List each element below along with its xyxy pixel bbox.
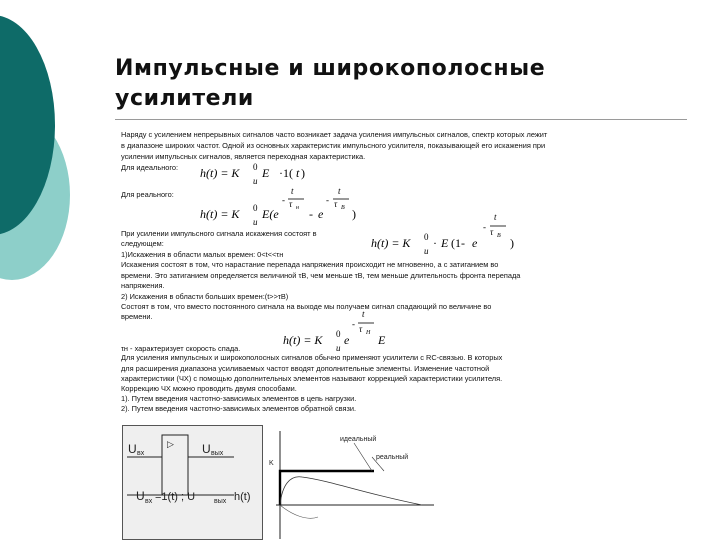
amplifier-symbol: ▷ [167,440,174,450]
u-in-subscript: вх [137,450,145,457]
ideal-label-leader [354,443,372,471]
title-underline [115,119,687,120]
eq-end: h(t) [234,491,251,503]
decorative-side-shapes [0,0,90,540]
distortion-1-line-1: Искажения состоят в том, что нарастание перепада напряжения происходит не мгновенно, а с затиганием во [121,260,499,269]
correction-line-2: для расширения диапазона усиливаемых частот вводят дополнительные элементы. Изменение частотной [121,364,490,373]
overshoot-curve [280,505,318,518]
circuit-panel [122,425,263,540]
correction-line-1: Для усиления импульсных и широкополосных сигналов обычно применяют усилители с RC-связью. В которых [121,353,503,362]
distortion-intro-2: следующем: [121,239,164,248]
eq-u-in-sub: вх [145,498,153,505]
amplifier-diagram [122,425,434,540]
slide-title: Импульсные и широкополосные усилители [115,56,546,111]
graph-k-label: K [269,460,274,467]
eq-u-out-sub: вых [214,498,227,505]
correction-line-6: 2). Путем введения частотно-зависимых элементов обратной связи. [121,404,357,413]
u-out-label: U [202,442,211,456]
eq-u-in: U [136,489,145,503]
distortion-2-heading: 2) Искажения в области больших времен:(t>>τВ) [121,292,289,301]
intro-line-1: Наряду с усилением непрерывных сигналов часто возникает задача усиления импульсных сигналов, спектр которых лежит [121,130,548,139]
ideal-label: идеальный [340,436,377,443]
correction-line-4: Коррекцию ЧХ можно проводить двумя способами. [121,384,297,393]
real-label: Для реального: [121,190,174,199]
distortion-1-line-2: времени. Это затиганием определяется величиной τВ, чем меньше τВ, тем меньше длительность фронта перепада [121,271,521,280]
u-out-subscript: вых [211,450,224,457]
correction-line-3: характеристики (ЧХ) с помощью дополнительных элементов называют коррекцией характеристики усилителя. [121,374,503,383]
intro-line-3: усилении импульсных сигналов, является переходная характеристика. [121,152,366,161]
ideal-response-curve [280,471,374,505]
u-in-label: U [128,442,137,456]
eq-middle: =1(t) ; U [155,491,196,503]
distortion-1-line-3: напряжения. [121,281,165,290]
ideal-label: Для идеального: [121,163,179,172]
correction-line-5: 1). Путем введения частотно-зависимых элементов в цепь нагрузки. [121,394,357,403]
distortion-intro-1: При усилении импульсного сигнала искажения состоят в [121,229,317,238]
distortion-2-line-1: Состоят в том, что вместо постоянного сигнала на выходе мы получаем сигнал спадающий по величине во [121,302,492,311]
real-response-curve [280,477,422,505]
amplifier-block [162,435,188,495]
distortion-2-line-2: времени. [121,312,153,321]
distortion-1-heading: 1)Искажения в области малых времен: 0<t<<τн [121,250,284,259]
real-label: реальный [376,454,409,461]
intro-line-2: в диапазоне широких частот. Одной из основных характеристик импульсного усилителя, показывающей его искажения при [121,141,546,150]
tau-note: τн - характеризует скорость спада. [121,344,241,353]
